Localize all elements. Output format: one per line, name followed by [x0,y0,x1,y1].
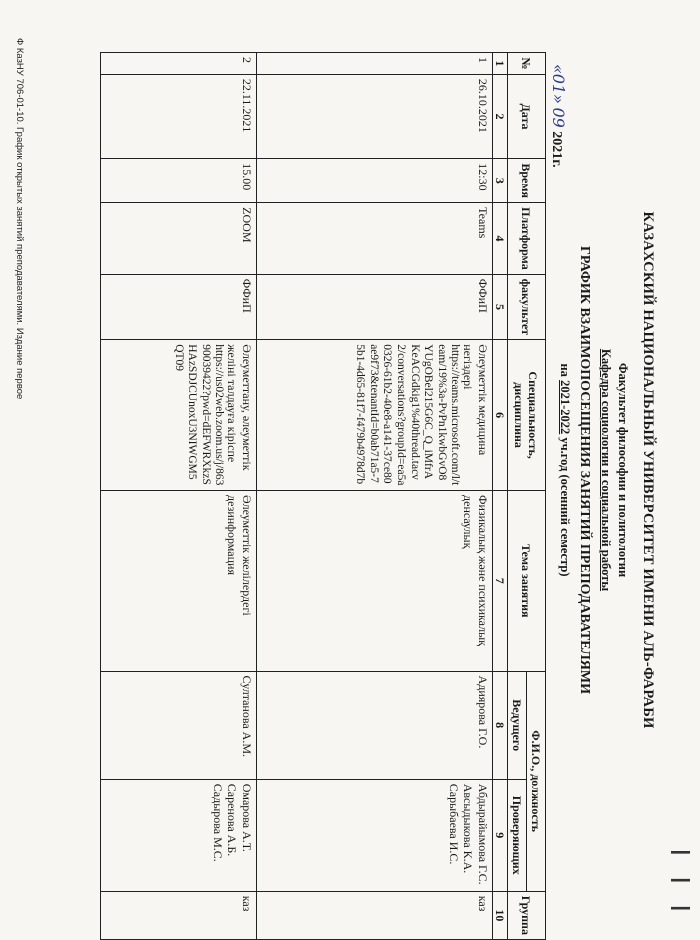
col-number: 10 [492,891,507,939]
specialty-text: Әлеуметтану, әлеуметтік желіні талдауға кіріспе [225,344,254,471]
col-number: 7 [492,491,507,672]
row-topic: Физикалық және психикалық денсаулық [256,491,492,672]
schedule-title: ГРАФИК ВЗАИМОПОСЕЩЕНИЯ ЗАНЯТИЙ ПРЕПОДАВАТЕЛЯМИ [577,246,592,694]
page-marks: I I I [664,848,694,918]
row-time: 15.00 [100,159,256,203]
schedule-table [100,52,546,940]
col-number: 2 [492,74,507,158]
col-specialty-header: Специальность, дисциплина [507,340,545,491]
row-faculty: ФФиП [100,274,256,339]
department-name: Кафедра социологии и социальной работы [599,348,613,592]
row-num: 2 [100,53,256,75]
col-number: 4 [492,203,507,275]
col-platform-header: Платформа [507,203,545,275]
row-date: 26.10.2021 [256,74,492,158]
university-title: КАЗАХСКИЙ НАЦИОНАЛЬНЫЙ УНИВЕРСИТЕТ ИМЕНИ АЛЬ-ФАРАБИ [640,211,656,729]
col-num-header: № [507,53,545,75]
col-number: 6 [492,340,507,491]
year-suffix: уч.год (осенний семестр) [558,434,572,577]
row-topic: Әлеуметтік желілердегі дезинформация [100,491,256,672]
col-number: 9 [492,779,507,891]
row-host: Адиярова Г.О. [256,671,492,779]
year-value: 2021-2022 [558,380,572,435]
meeting-link[interactable]: https://us02web.zoom.us/j/86390039422?pwd=dEFWRXkzSHAzSDJCUnoxU3NIWGM5QT09 [172,344,226,486]
col-host-header: Ведущего [507,671,526,779]
col-number: 8 [492,671,507,779]
column-number-row [492,53,507,940]
row-time: 12:30 [256,159,492,203]
row-faculty: ФФиП [256,274,492,339]
row-specialty [100,340,256,491]
col-topic-header: Тема занятия [507,491,545,672]
col-date-header: Дата [507,74,545,158]
row-platform: Teams [256,203,492,275]
date-day: «01» [549,64,568,104]
form-footer: Ф КазНУ 706-01-10. График открытых занятий преподавателями. Издание первое [14,38,25,400]
year-prefix: на [558,363,572,381]
row-checkers: Абдырайымова Г.С. Авсыдыкова К.А. Сарыбаева И.С. [256,779,492,891]
col-faculty-header: факультет [507,274,545,339]
date-month: 09 [549,107,568,128]
header-row [526,53,545,940]
row-group: каз [100,891,256,939]
approval-date [548,64,568,168]
table-row [100,53,256,940]
col-checkers-header: Проверяющих [507,779,526,891]
meeting-link[interactable]: https://teams.microsoft.com/l/team/19%3a-PvPn1kwbGvO8YUgOBel215G6C_Q_iMfrAKeACGdkig1%40thread.tacv2/conversations?groupId=ea5a0326-61b2-40e8-a141-37ce80ae9f73&tenantId=b0ab71a5-75b1-4d65-81f7-f479b4978d7b [354,344,462,486]
row-platform: ZOOM [100,203,256,275]
col-number: 1 [492,53,507,75]
row-date: 22.11.2021 [100,74,256,158]
table-row [256,53,492,940]
col-group-header: Группа [507,891,545,939]
row-host: Султанова А.М. [100,671,256,779]
row-group: каз [256,891,492,939]
col-number: 5 [492,274,507,339]
col-fio-header: Ф.И.О., должность [526,671,545,891]
specialty-text: Әлеуметтік медицина негіздері [461,344,490,456]
faculty-name: Факультет философии и политологии [616,362,630,578]
date-year: 2021г. [549,131,564,168]
row-checkers: Омарова А.Т. Саренова А.Б. Садырова М.С. [100,779,256,891]
col-time-header: Время [507,159,545,203]
row-specialty [256,340,492,491]
row-num: 1 [256,53,492,75]
col-number: 3 [492,159,507,203]
